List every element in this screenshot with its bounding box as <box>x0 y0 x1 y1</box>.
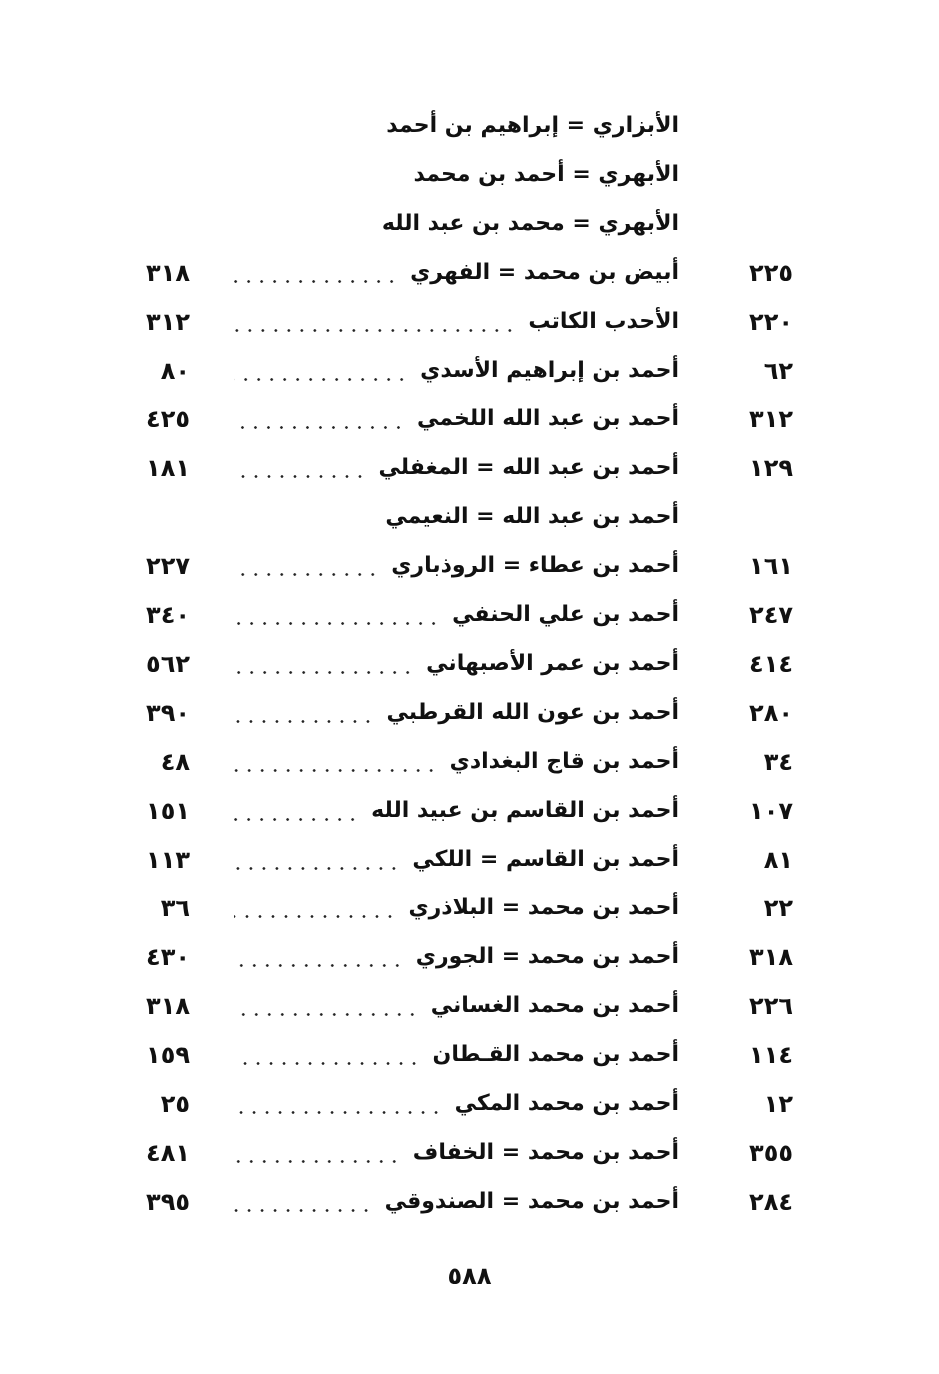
entry-name: أحمد بن عبد الله = النعيمي <box>385 504 679 530</box>
entry-name: أبيض بن محمد = الفهري <box>410 259 679 285</box>
index-row <box>0 888 939 928</box>
entry <box>234 742 679 782</box>
index-row <box>0 937 939 977</box>
entry <box>234 644 679 684</box>
page-reference: ١٥١ <box>146 796 190 825</box>
leader-dots <box>234 595 440 635</box>
entry-number: ٣٤ <box>763 747 793 776</box>
entry-name: الأبزاري = إبراهيم بن أحمد <box>386 113 679 138</box>
entry <box>234 351 679 391</box>
page-reference: ٣١٨ <box>146 258 190 287</box>
index-row <box>0 742 939 782</box>
page-reference: ١١٣ <box>146 845 190 874</box>
index-row <box>0 204 939 244</box>
entry <box>234 1133 679 1173</box>
entry-number: ١٦١ <box>749 552 793 581</box>
index-row <box>0 302 939 342</box>
entry <box>234 1182 679 1222</box>
entry <box>234 302 679 342</box>
entry-number: ٢٢ <box>763 894 793 923</box>
leader-dots <box>234 1035 421 1075</box>
page-reference: ٢٢٧ <box>146 552 190 581</box>
leader-dots <box>234 888 396 928</box>
leader-dots <box>234 644 414 684</box>
page-reference: ٣٩٥ <box>146 1187 190 1216</box>
index-row <box>0 448 939 488</box>
leader-dots <box>234 302 516 342</box>
entry <box>234 791 679 831</box>
index-row <box>0 1035 939 1075</box>
entry-name: أحمد بن محمد المكي <box>454 1091 679 1116</box>
entry <box>234 595 679 635</box>
index-row <box>0 497 939 537</box>
entry-number: ٦٢ <box>763 356 793 385</box>
entry-number: ١٢٩ <box>749 454 793 483</box>
entry-name: أحمد بن محمد = الخفاف <box>412 1139 679 1165</box>
index-row <box>0 644 939 684</box>
leader-dots <box>234 351 408 391</box>
page-reference: ١٨١ <box>146 454 190 483</box>
entry <box>234 399 679 439</box>
entry-name: الأبهري = محمد بن عبد الله <box>381 210 679 236</box>
leader-dots <box>234 986 419 1026</box>
index-row <box>0 595 939 635</box>
entry-number: ٢٤٧ <box>749 601 793 629</box>
leader-dots <box>234 1133 401 1173</box>
leader-dots <box>234 742 438 782</box>
page-reference: ٣٦ <box>160 894 190 923</box>
entry-number: ٤١٤ <box>749 649 793 678</box>
entry-name: الأحدب الكاتب <box>528 308 679 334</box>
index-row <box>0 155 939 195</box>
page-reference: ٣٤٠ <box>146 601 190 629</box>
entry-name: أحمد بن محمد = الصندوقي <box>384 1188 679 1214</box>
leader-dots <box>234 840 400 880</box>
entry <box>234 1035 679 1075</box>
entry-name: أحمد بن قاج البغدادي <box>449 748 679 774</box>
page-reference: ١٥٩ <box>146 1041 190 1070</box>
page-reference: ٤٨ <box>160 747 190 776</box>
entry <box>234 106 679 146</box>
entry-name: أحمد بن محمد القـطان <box>432 1042 679 1068</box>
entry <box>234 448 679 488</box>
index-row <box>0 791 939 831</box>
leader-dots <box>234 1084 443 1124</box>
leader-dots <box>234 546 379 586</box>
index-row <box>0 1182 939 1222</box>
index-row <box>0 840 939 880</box>
entry-name: أحمد بن القاسم بن عبيد الله <box>371 797 679 823</box>
entry-number: ٨١ <box>763 845 793 874</box>
entry-name: أحمد بن محمد = الجوري <box>415 944 679 970</box>
entry <box>234 888 679 928</box>
entry-number: ٣١٢ <box>749 405 793 434</box>
entry-number: ٢٢٦ <box>749 992 793 1021</box>
entry-name: أحمد بن عون الله القرطبي <box>386 699 679 725</box>
entry-name: أحمد بن إبراهيم الأسدي <box>420 357 679 383</box>
leader-dots <box>234 253 398 293</box>
page-reference: ٣١٢ <box>146 307 190 336</box>
entry-number: ٢٨٤ <box>749 1187 793 1216</box>
entry-number: ٣٥٥ <box>749 1138 793 1167</box>
entry-name: أحمد بن محمد = البلاذري <box>408 895 679 921</box>
entry-number: ٣١٨ <box>749 943 793 972</box>
index-row <box>0 351 939 391</box>
index-row <box>0 1084 939 1124</box>
entry-number: ١١٤ <box>749 1041 793 1070</box>
leader-dots <box>234 399 405 439</box>
index-row <box>0 1133 939 1173</box>
entry-number: ١٠٧ <box>749 796 793 825</box>
entry-name: أحمد بن القاسم = اللكي <box>412 846 679 872</box>
entry <box>234 937 679 977</box>
index-row <box>0 546 939 586</box>
entry-name: أحمد بن محمد الغساني <box>430 993 679 1019</box>
entry-name: أحمد بن عبد الله اللخمي <box>416 406 679 432</box>
entry-number: ٢٨٠ <box>749 698 793 727</box>
entry <box>234 840 679 880</box>
entry <box>234 546 679 586</box>
page-reference: ٤٢٥ <box>146 405 190 434</box>
entry-number: ٢٢٠ <box>749 307 793 336</box>
entry-name: أحمد بن عمر الأصبهاني <box>426 650 679 676</box>
index-row <box>0 399 939 439</box>
entry-number: ٢٢٥ <box>749 258 793 287</box>
page-reference: ٥٦٢ <box>146 649 190 678</box>
leader-dots <box>234 1182 373 1222</box>
entry <box>234 155 679 195</box>
index-row <box>0 693 939 733</box>
page-reference: ٣١٨ <box>146 992 190 1021</box>
leader-dots <box>234 448 366 488</box>
entry-name: أحمد بن عطاء = الروذباري <box>391 553 679 579</box>
page-reference: ٤٣٠ <box>146 943 190 972</box>
entry <box>234 1084 679 1124</box>
entry <box>234 693 679 733</box>
leader-dots <box>234 693 374 733</box>
page-number: ٥٨٨ <box>447 1262 492 1290</box>
entry-name: الأبهري = أحمد بن محمد <box>413 161 679 187</box>
entry-name: أحمد بن علي الحنفي <box>452 602 679 627</box>
index-row <box>0 253 939 293</box>
entry <box>234 986 679 1026</box>
entry <box>234 204 679 244</box>
page-reference: ٤٨١ <box>146 1138 190 1167</box>
leader-dots <box>234 791 359 831</box>
entry-number: ١٢ <box>763 1090 793 1118</box>
entry-name: أحمد بن عبد الله = المغفلي <box>378 455 679 481</box>
entry <box>234 497 679 537</box>
index-row <box>0 986 939 1026</box>
leader-dots <box>234 937 404 977</box>
page-reference: ٨٠ <box>160 356 190 385</box>
index-row <box>0 106 939 146</box>
page-reference: ٢٥ <box>160 1090 190 1118</box>
entry <box>234 253 679 293</box>
page-reference: ٣٩٠ <box>146 698 190 727</box>
